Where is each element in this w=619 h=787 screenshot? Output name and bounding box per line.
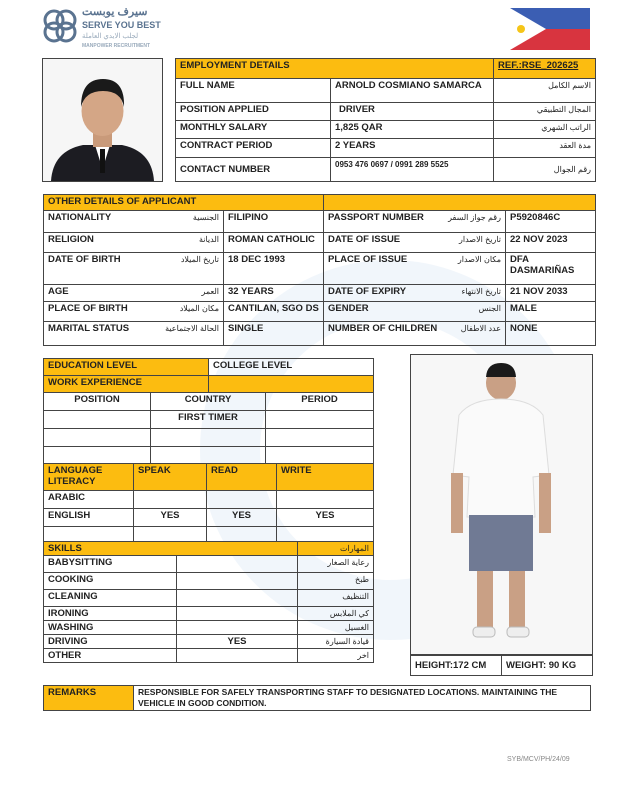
skill-label-ar: كي الملابس: [298, 607, 374, 621]
document-code: SYB/MCV/PH/24/09: [507, 756, 570, 763]
skill-value: [177, 556, 298, 573]
skill-value: [177, 590, 298, 607]
label: RELIGION: [48, 234, 94, 245]
skill-label: CLEANING: [44, 590, 177, 607]
label: POSITION APPLIED: [176, 103, 331, 121]
label-ar: رقم الجوال: [494, 158, 596, 182]
skill-label-ar: طبخ: [298, 573, 374, 590]
work-position: [44, 411, 151, 429]
education-label: EDUCATION LEVEL: [44, 359, 209, 376]
language-level: [134, 491, 207, 509]
education-work-table: [43, 358, 374, 465]
label-ar: مكان الاصدار: [457, 255, 501, 264]
label: FULL NAME: [176, 79, 331, 103]
skill-label: OTHER: [44, 649, 177, 663]
skill-label: IRONING: [44, 607, 177, 621]
detail-row: [44, 211, 596, 233]
skill-label-ar: قيادة السيارة: [298, 635, 374, 649]
label-ar: مدة العقد: [494, 139, 596, 158]
language-name: [44, 527, 134, 542]
work-row: [44, 447, 374, 465]
applicant-full-body-photo: [410, 354, 593, 655]
label: PLACE OF BIRTH: [48, 303, 128, 314]
detail-label-cell: [324, 233, 506, 253]
work-header-period: PERIOD: [266, 393, 374, 411]
detail-row: [44, 233, 596, 253]
detail-label-cell: [44, 302, 224, 322]
skills-title-ar: المهارات: [298, 542, 374, 556]
detail-label-cell: [44, 322, 224, 346]
philippines-flag-icon: [510, 8, 590, 50]
header-blank: [209, 376, 374, 393]
skill-label-ar: الغسيل: [298, 621, 374, 635]
work-header-position: POSITION: [44, 393, 151, 411]
weight-value: WEIGHT: 90 KG: [502, 656, 593, 676]
education-value: COLLEGE LEVEL: [209, 359, 374, 376]
language-table: [43, 463, 374, 542]
logo-arabic: سيرف يوبست: [82, 6, 148, 18]
label-ar: تاريخ الانتهاء: [461, 287, 501, 296]
language-level: [207, 491, 277, 509]
label: NATIONALITY: [48, 212, 112, 223]
logo-knot-icon: [40, 6, 80, 46]
value: DFA DASMARIÑAS: [506, 253, 596, 285]
value: CANTILAN, SGO DS: [224, 302, 324, 322]
language-header: WRITE: [277, 464, 374, 491]
detail-label-cell: [44, 285, 224, 302]
label-ar: الراتب الشهري: [494, 121, 596, 139]
skill-label: COOKING: [44, 573, 177, 590]
skill-label: BABYSITTING: [44, 556, 177, 573]
detail-row: [44, 322, 596, 346]
value: 0953 476 0697 / 0991 289 5525: [331, 158, 494, 182]
detail-label-cell: [44, 233, 224, 253]
language-level: YES: [277, 509, 374, 527]
logo-sub-arabic: لجلب الايدي العاملة: [82, 33, 139, 40]
remarks-table: [43, 685, 591, 711]
label: DATE OF EXPIRY: [328, 286, 407, 297]
label-ar: العمر: [201, 287, 219, 296]
label: PASSPORT NUMBER: [328, 212, 424, 223]
skill-row: [44, 621, 374, 635]
language-level: [277, 491, 374, 509]
value: P5920846C: [506, 211, 596, 233]
remarks-label: REMARKS: [44, 686, 134, 711]
skill-label-ar: اخر: [298, 649, 374, 663]
language-level: [277, 527, 374, 542]
label: PLACE OF ISSUE: [328, 254, 408, 265]
measurements-table: [410, 655, 593, 676]
label-ar: الاسم الكامل: [494, 79, 596, 103]
remarks-text: RESPONSIBLE FOR SAFELY TRANSPORTING STAFF TO DESIGNATED LOCATIONS. MAINTAINING THE VEHICLE IN GOOD CONDITION.: [134, 686, 591, 711]
value: 2 YEARS: [331, 139, 494, 158]
value: SINGLE: [224, 322, 324, 346]
skill-row: [44, 556, 374, 573]
work-period: [266, 411, 374, 429]
skill-value: YES: [177, 635, 298, 649]
value: 21 NOV 2033: [506, 285, 596, 302]
label-ar: المجال التطبيقي: [494, 103, 596, 121]
language-row: [44, 509, 374, 527]
language-level: YES: [134, 509, 207, 527]
work-row: [44, 429, 374, 447]
label-ar: الحالة الاجتماعية: [165, 324, 219, 333]
work-country: [151, 447, 266, 465]
skill-row: [44, 649, 374, 663]
label: CONTRACT PERIOD: [176, 139, 331, 158]
applicant-portrait: [42, 58, 163, 182]
detail-row: [44, 285, 596, 302]
work-experience-title: WORK EXPERIENCE: [44, 376, 209, 393]
label: GENDER: [328, 303, 369, 314]
label-ar: عدد الاطفال: [460, 324, 501, 333]
detail-label-cell: [324, 211, 506, 233]
language-header: READ: [207, 464, 277, 491]
language-level: [207, 527, 277, 542]
logo-english: SERVE YOU BEST: [82, 20, 161, 30]
skill-value: [177, 621, 298, 635]
value: 32 YEARS: [224, 285, 324, 302]
employment-title: EMPLOYMENT DETAILS: [176, 59, 494, 79]
skills-table: [43, 541, 374, 663]
detail-label-cell: [324, 253, 506, 285]
value: NONE: [506, 322, 596, 346]
logo-sub-english: MANPOWER RECRUITMENT: [82, 43, 151, 49]
language-header: LANGUAGE LITERACY: [44, 464, 134, 491]
work-period: [266, 447, 374, 465]
detail-label-cell: [324, 285, 506, 302]
label: MONTHLY SALARY: [176, 121, 331, 139]
company-logo: [40, 6, 165, 54]
label-ar: الجنسية: [192, 213, 219, 222]
work-country: [151, 429, 266, 447]
detail-label-cell: [324, 302, 506, 322]
work-row: [44, 411, 374, 429]
label-ar: تاريخ الميلاد: [180, 255, 219, 264]
skill-label: WASHING: [44, 621, 177, 635]
skill-value: [177, 607, 298, 621]
value: FILIPINO: [224, 211, 324, 233]
language-level: [134, 527, 207, 542]
value: DRIVER: [331, 103, 494, 121]
language-name: ENGLISH: [44, 509, 134, 527]
label: MARITAL STATUS: [48, 323, 130, 334]
height-value: HEIGHT:172 CM: [411, 656, 502, 676]
value: 18 DEC 1993: [224, 253, 324, 285]
skill-label-ar: رعاية الصغار: [298, 556, 374, 573]
language-level: YES: [207, 509, 277, 527]
skill-row: [44, 590, 374, 607]
work-header-country: COUNTRY: [151, 393, 266, 411]
work-period: [266, 429, 374, 447]
reference-number: REF.:RSE_202625: [494, 59, 596, 79]
skill-row: [44, 573, 374, 590]
language-row: [44, 527, 374, 542]
detail-label-cell: [44, 211, 224, 233]
skill-label-ar: التنظيف: [298, 590, 374, 607]
work-country: FIRST TIMER: [151, 411, 266, 429]
work-position: [44, 429, 151, 447]
detail-label-cell: [324, 322, 506, 346]
label-ar: تاريخ الاصدار: [458, 235, 501, 244]
label-ar: رقم جواز السفر: [448, 213, 501, 222]
value: 22 NOV 2023: [506, 233, 596, 253]
value: ARNOLD COSMIANO SAMARCA: [331, 79, 494, 103]
label-ar: الجنس: [478, 304, 501, 313]
other-details-table: [43, 194, 596, 346]
label: DATE OF BIRTH: [48, 254, 121, 265]
language-row: [44, 491, 374, 509]
skill-row: [44, 607, 374, 621]
skill-row: [44, 635, 374, 649]
work-position: [44, 447, 151, 465]
skill-value: [177, 573, 298, 590]
language-name: ARABIC: [44, 491, 134, 509]
value: ROMAN CATHOLIC: [224, 233, 324, 253]
detail-row: [44, 302, 596, 322]
label: CONTACT NUMBER: [176, 158, 331, 182]
label: NUMBER OF CHILDREN: [328, 323, 438, 334]
employment-details-table: [175, 58, 596, 182]
value: MALE: [506, 302, 596, 322]
skill-label: DRIVING: [44, 635, 177, 649]
label-ar: الديانة: [198, 235, 219, 244]
label: DATE OF ISSUE: [328, 234, 401, 245]
skill-value: [177, 649, 298, 663]
other-details-title: OTHER DETAILS OF APPLICANT: [44, 195, 324, 211]
detail-label-cell: [44, 253, 224, 285]
skills-title: SKILLS: [44, 542, 298, 556]
detail-row: [44, 253, 596, 285]
label-ar: مكان الميلاد: [179, 304, 219, 313]
language-header: SPEAK: [134, 464, 207, 491]
header-blank: [324, 195, 596, 211]
label: AGE: [48, 286, 69, 297]
value: 1,825 QAR: [331, 121, 494, 139]
